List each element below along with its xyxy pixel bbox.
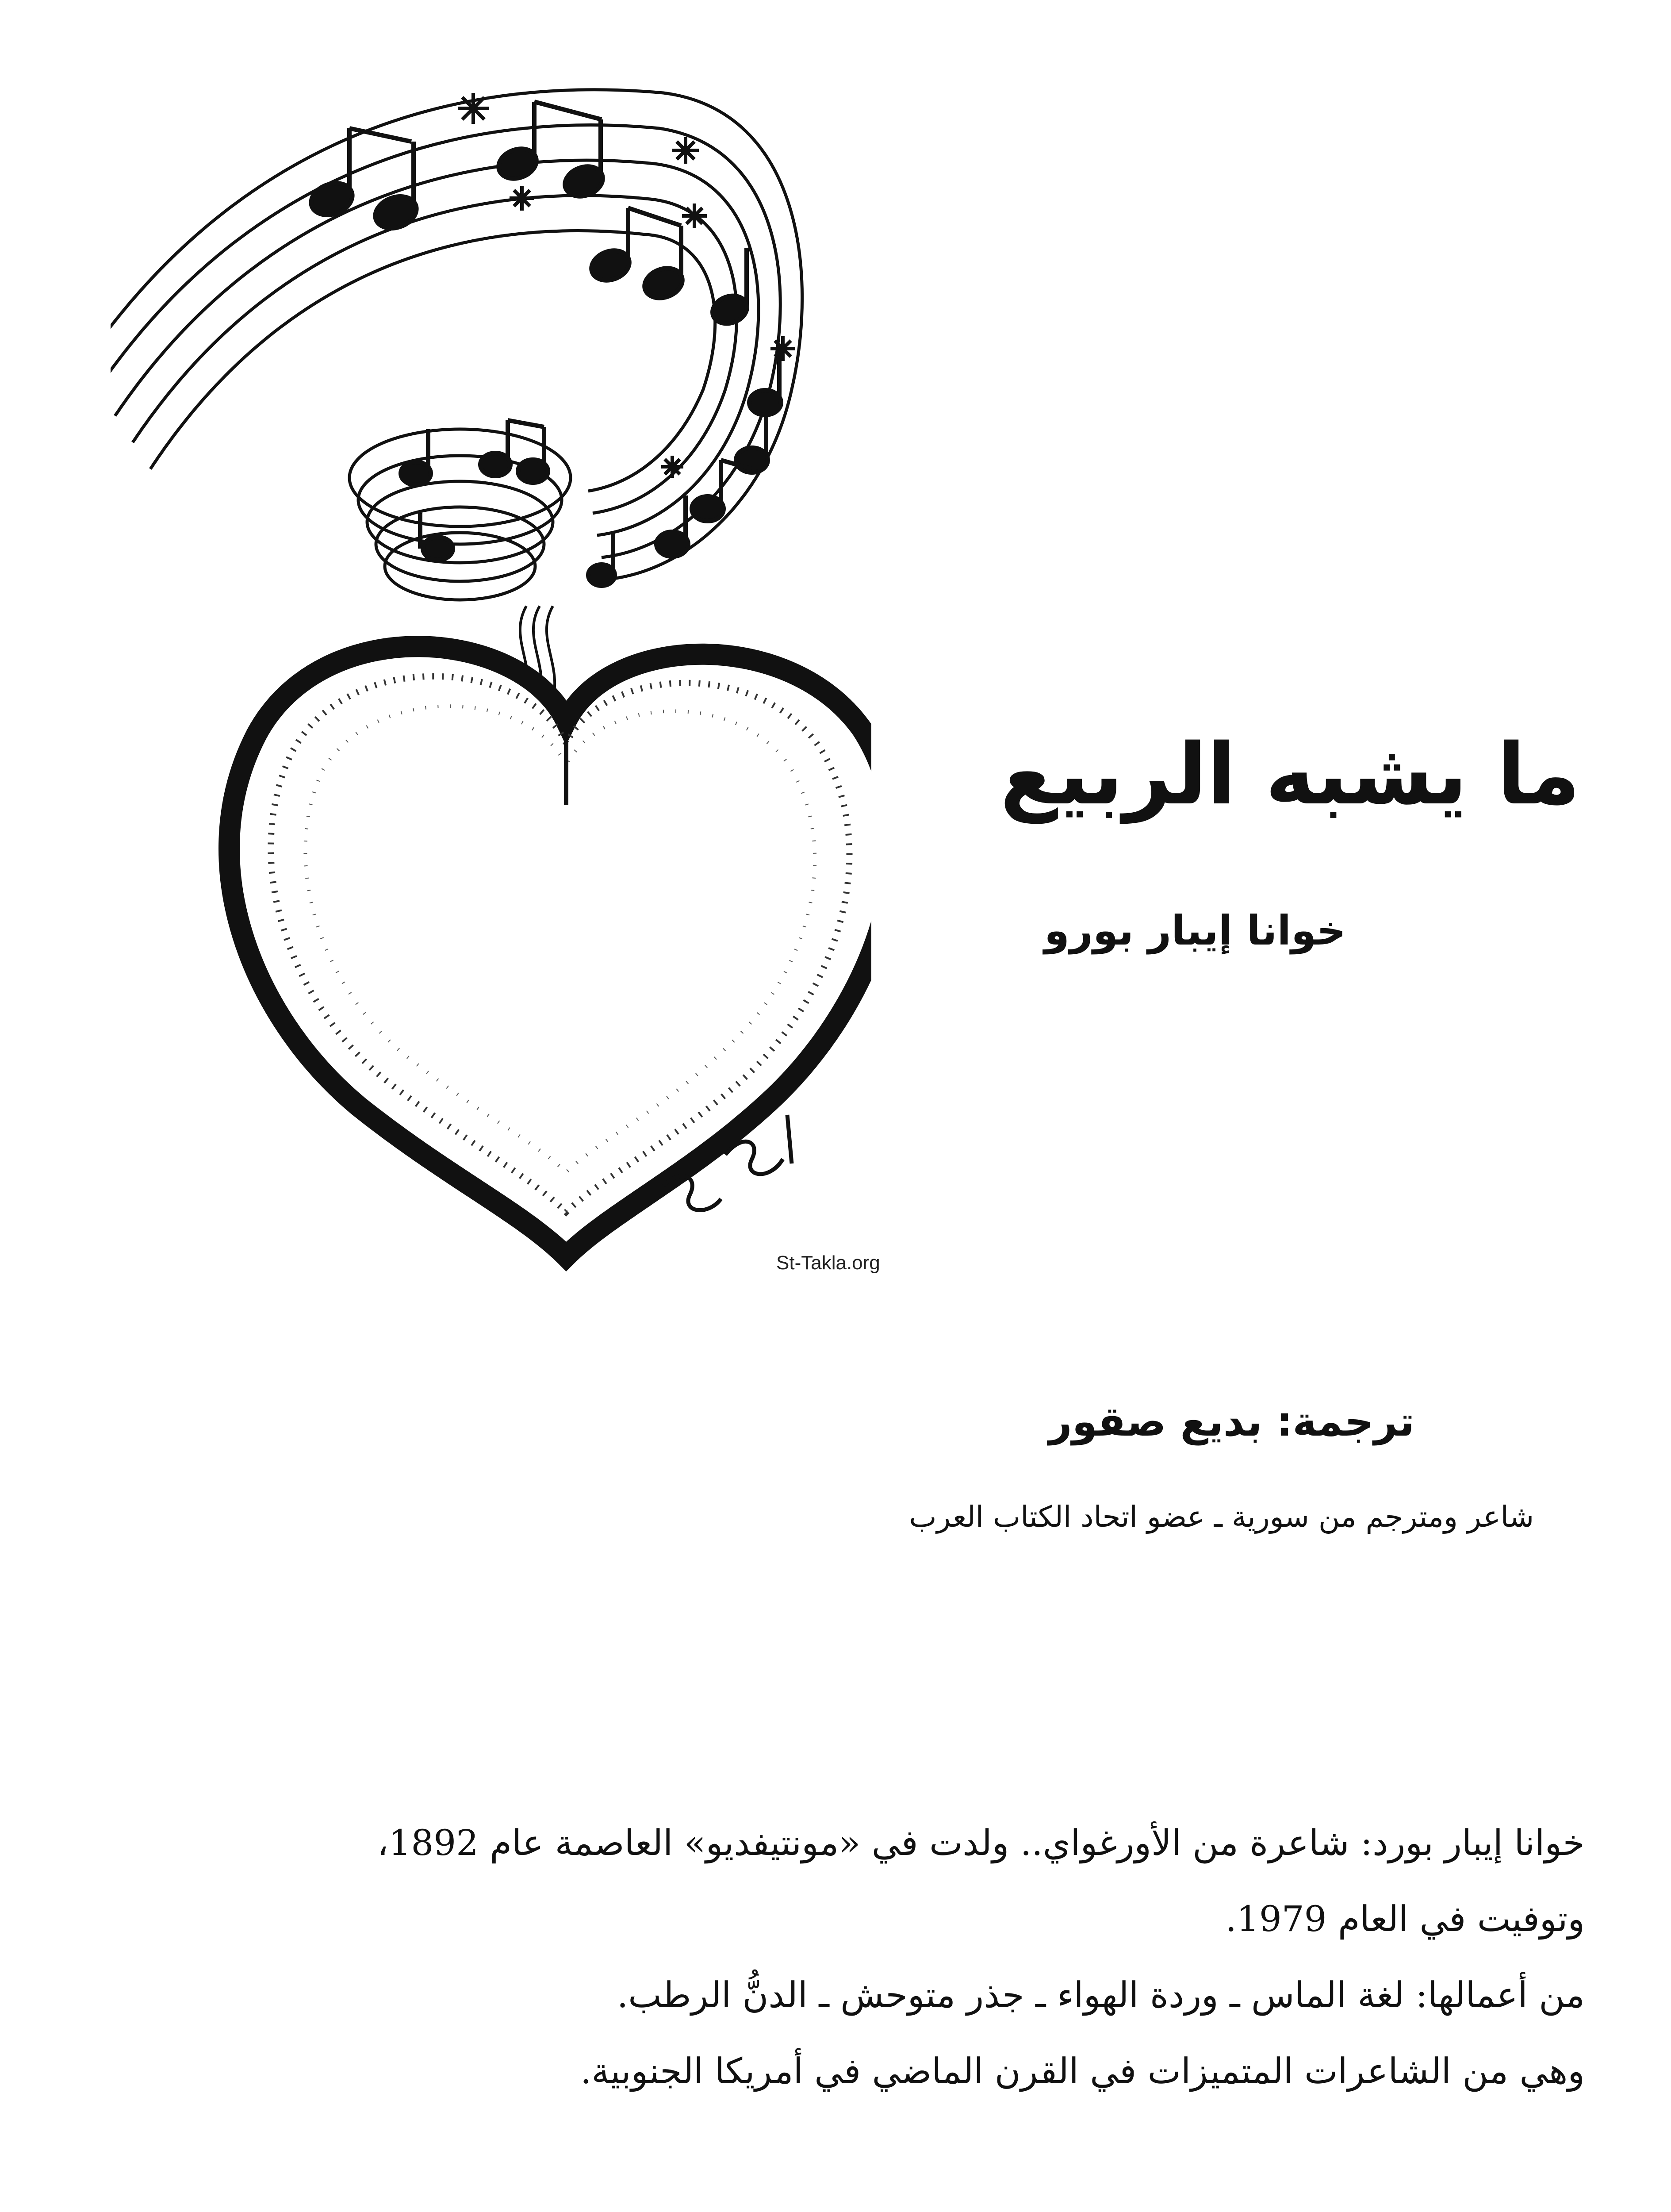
poem-author: خوانا إيبار بورو: [1044, 907, 1346, 954]
bio-line: من أعمالها: لغة الماس ـ وردة الهواء ـ جذر متوحش ـ الدنُّ الرطب.: [617, 1974, 1585, 2016]
heart-music-illustration: [111, 53, 871, 1274]
music-staff-ribbon: [111, 90, 802, 600]
bio-line: وهي من الشاعرات المتميزات في القرن الماضي في أمريكا الجنوبية.: [580, 2051, 1585, 2092]
heart-shape: [229, 646, 871, 1256]
music-notes: [307, 102, 781, 586]
author-bio: [125, 1805, 1585, 2109]
poem-title: ما يشبه الربيع: [1000, 726, 1580, 823]
translator-name: ترجمة: بديع صقور: [1048, 1398, 1414, 1445]
translator-description: شاعر ومترجم من سورية ـ عضو اتحاد الكتاب العرب: [909, 1500, 1534, 1534]
bio-line: خوانا إيبار بورد: شاعرة من الأورغواي.. ولدت في «مونتيفديو» العاصمة عام 1892،: [377, 1822, 1585, 1863]
site-watermark: St-Takla.org: [776, 1252, 880, 1274]
bio-line: وتوفيت في العام 1979.: [1225, 1898, 1585, 1939]
